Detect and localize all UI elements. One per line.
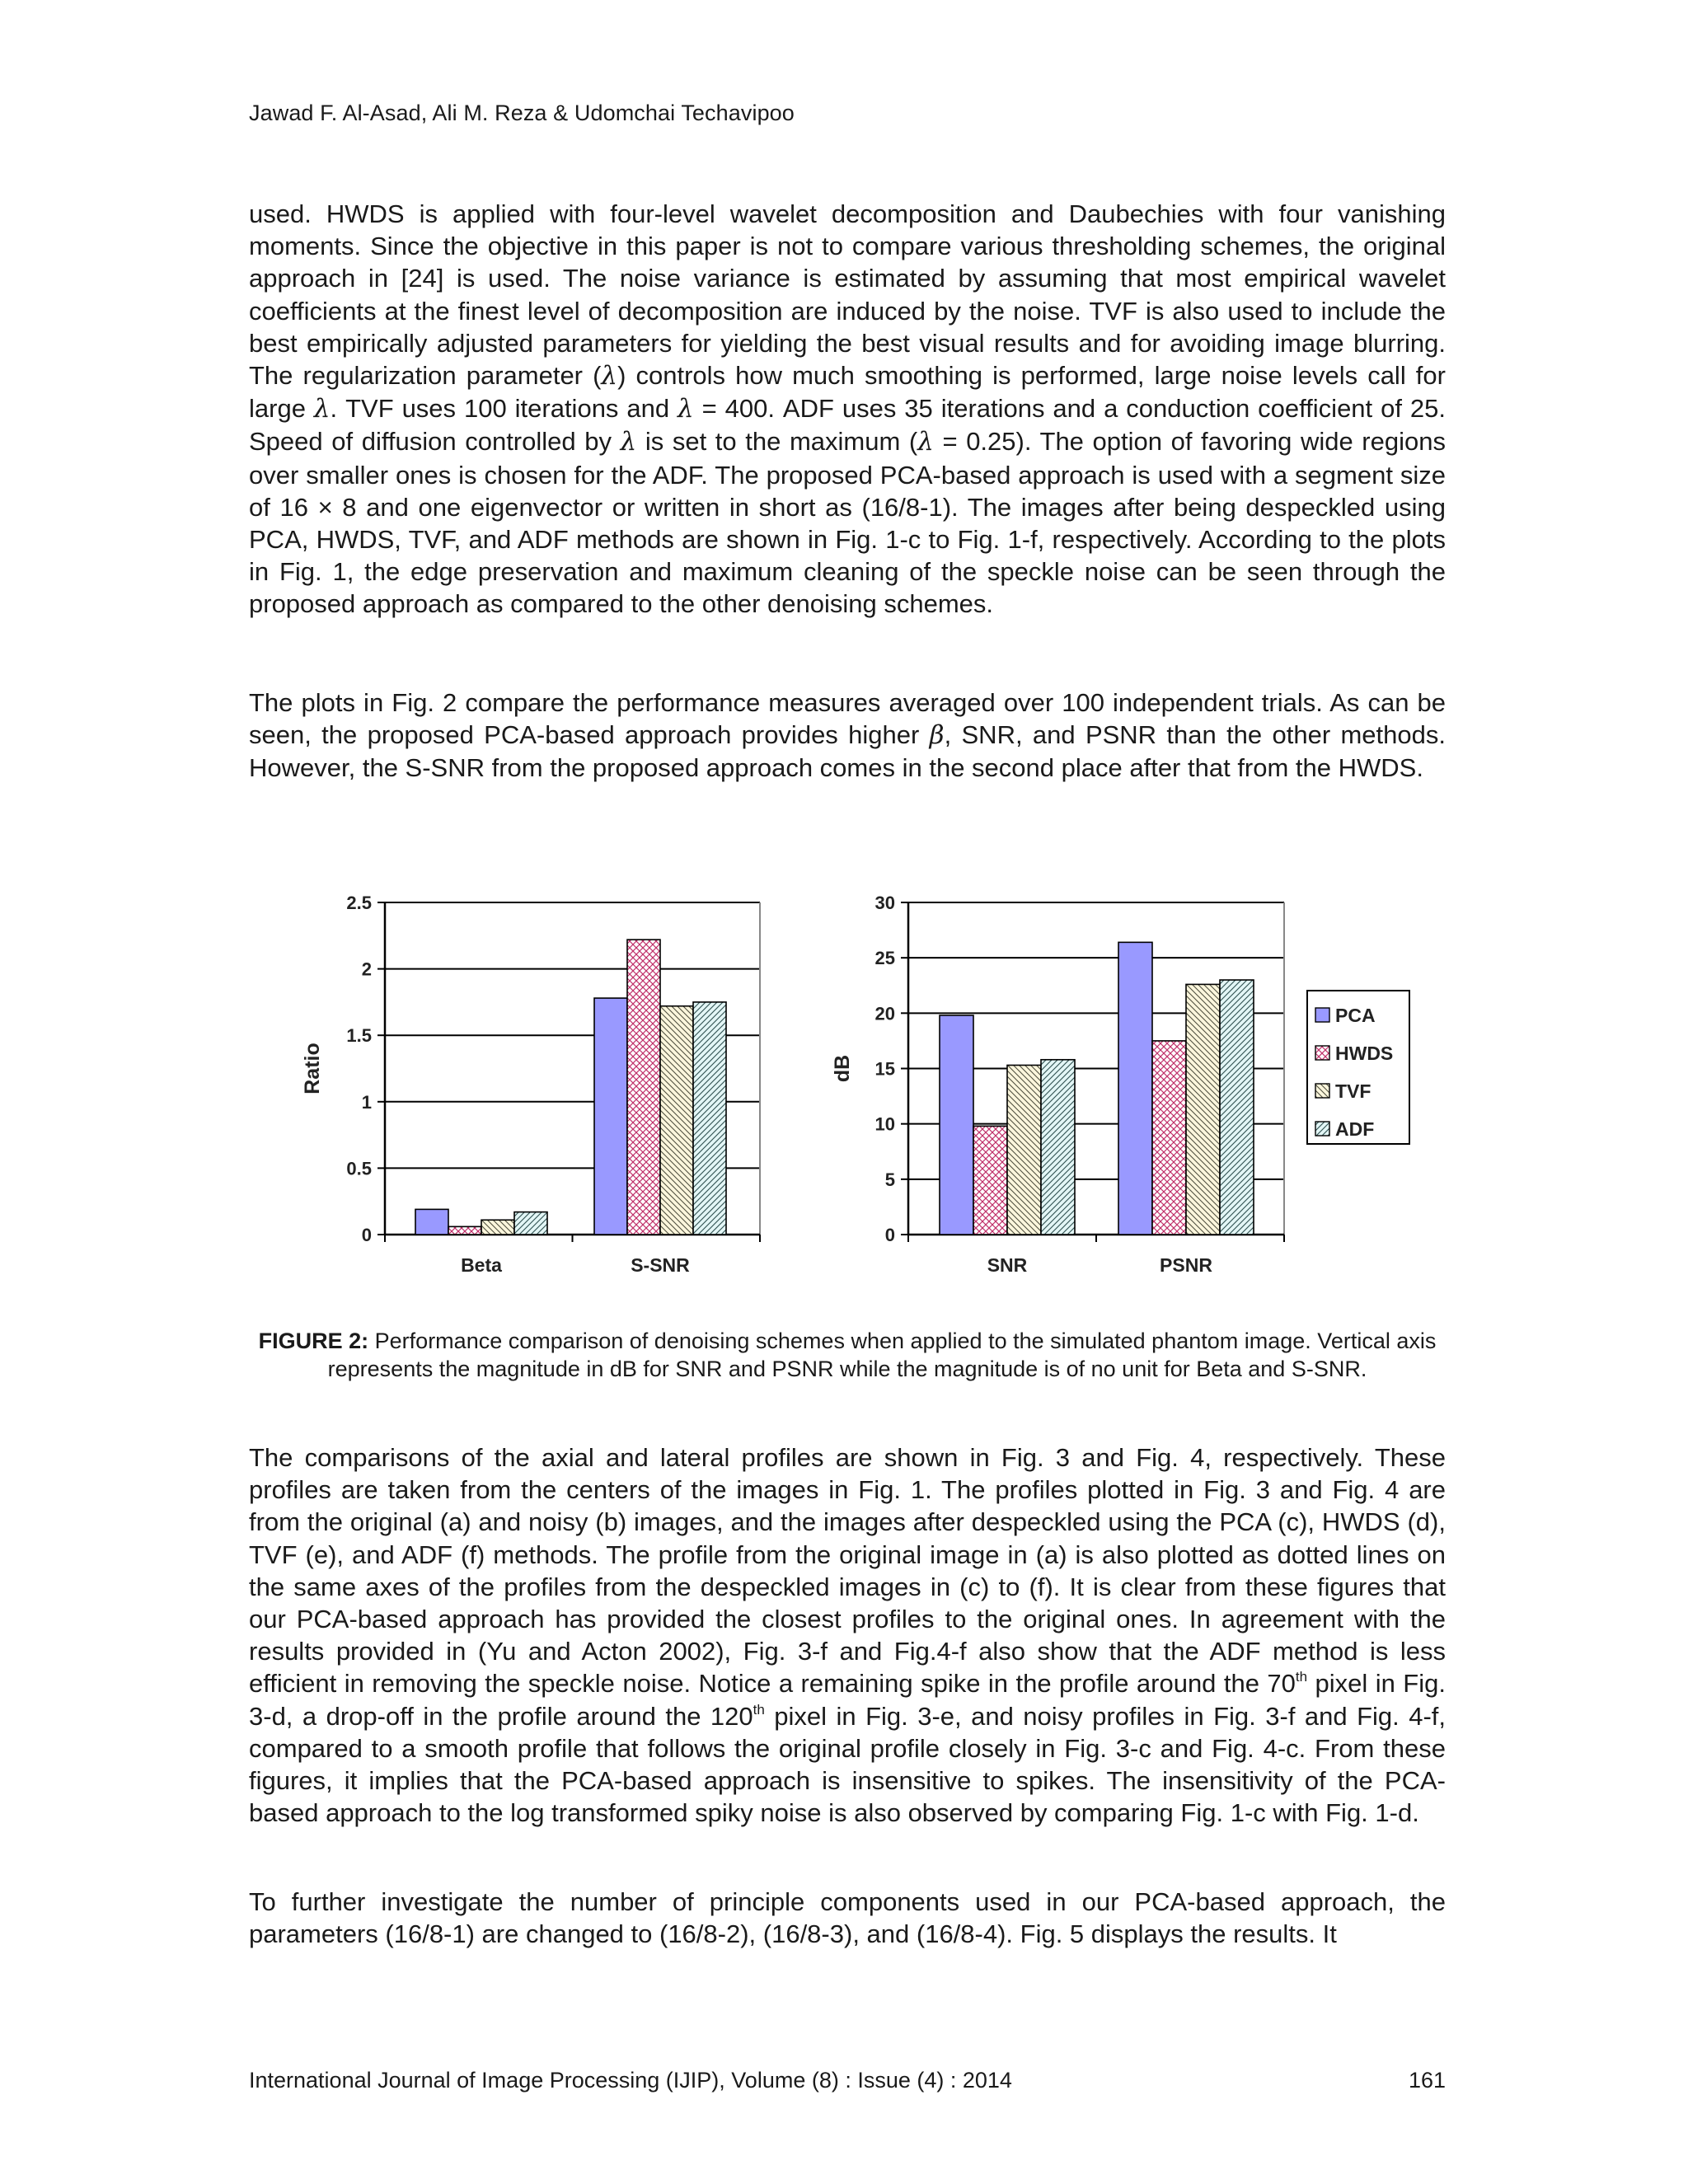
p1-text-2: ) controls how much smoothing is performed, large noise levels call for large [249, 361, 1446, 424]
y-tick-label: 2.5 [346, 893, 372, 913]
beta-symbol: β [929, 720, 945, 751]
p3-text-2: pixel in Fig. 3-d, a drop-off in the profile around the 120 [249, 1669, 1446, 1731]
p1-text-3: . TVF uses 100 iterations and [330, 394, 678, 424]
figure-2-charts [0, 865, 1688, 1310]
paragraph-2 [249, 687, 1446, 785]
legend-swatch-pca [1315, 1008, 1329, 1022]
p3-text-1: The comparisons of the axial and lateral profiles are shown in Fig. 3 and Fig. 4, respectively. These profiles are taken from the centers of the images in Fig. 1. The profiles plotted in Fig. 3 and Fig. 4 are from the original (a) and noisy (b) images, and the images after despeckled using the PCA (c), HWDS (d), TVF (e), and ADF (f) methods. The profile from the original image in (a) is also plotted as dotted lines on the same axes of the profiles from the despeckled images in (c) to (f). It is clear from these figures that our PCA-based approach has provided the closest profiles to the original ones. In agreement with the results provided in (Yu and Acton 2002), Fig. 3-f and Fig.4-f also show that the ADF method is less efficient in removing the speckle noise. Notice a remaining spike in the profile around the 70 [249, 1443, 1446, 1699]
chart-beta-ssnr [301, 893, 760, 1276]
paragraph-4 [249, 1886, 1446, 1950]
legend-label-pca: PCA [1335, 1005, 1376, 1026]
bar-hwds [627, 940, 660, 1235]
p2-text-1: The plots in Fig. 2 compare the performance measures averaged over 100 independent trials. As can be seen, the proposed PCA-based approach provides higher [249, 688, 1446, 750]
p1-text-5: is set to the maximum ( [636, 427, 918, 457]
bar-tvf [481, 1220, 514, 1235]
bar-adf [1220, 980, 1254, 1235]
lambda-symbol: λ [313, 394, 331, 424]
y-tick-label: 2 [361, 958, 372, 980]
y-tick-label: 1 [361, 1091, 372, 1113]
y-tick-label: 25 [874, 948, 895, 969]
bar-adf [1041, 1060, 1075, 1235]
bar-tvf [1007, 1065, 1041, 1235]
lambda-symbol: λ [601, 361, 618, 391]
p4-text: To further investigate the number of principle components used in our PCA-based approach, the parameters (16/8-1) are changed to (16/8-2), (16/8-3), and (16/8-4). Fig. 5 displays the results. It [249, 1887, 1446, 1949]
x-category-label: S-SNR [631, 1254, 690, 1276]
y-tick-label: 5 [884, 1169, 895, 1190]
chart-snr-psnr [831, 893, 1284, 1276]
p1-text-4: = 400. ADF uses 35 iterations and a conduction coefficient of 25. Speed of diffusion controlled by [249, 394, 1446, 457]
y-tick-label: 0.5 [346, 1158, 372, 1179]
bar-pca [594, 998, 627, 1235]
x-category-label: SNR [987, 1254, 1028, 1276]
page-number: 161 [1408, 2068, 1446, 2093]
caption-label: FIGURE 2: [258, 1329, 369, 1353]
page-footer [249, 2068, 1446, 2093]
superscript-th: th [753, 1701, 765, 1718]
bar-adf [693, 1002, 726, 1235]
paragraph-1 [249, 198, 1446, 621]
y-tick-label: 0 [361, 1225, 372, 1245]
y-axis-label: dB [831, 1054, 854, 1083]
p1-text-1: used. HWDS is applied with four-level wavelet decomposition and Daubechies with four vanishing moments. Since the objective in this paper is not to compare various thresholding schemes, the original approach in [24] is used. The noise variance is estimated by assuming that most empirical wavelet coefficients at the finest level of decomposition are induced by the noise. TVF is also used to include the best empirically adjusted parameters for yielding the best visual results and for avoiding image blurring. The regularization parameter ( [249, 199, 1446, 391]
legend-label-adf: ADF [1335, 1118, 1375, 1140]
y-tick-label: 15 [874, 1058, 895, 1080]
y-tick-label: 20 [874, 1003, 895, 1024]
running-head-authors: Jawad F. Al-Asad, Ali M. Reza & Udomchai Techavipoo [249, 101, 795, 125]
lambda-symbol: λ [620, 427, 637, 457]
x-category-label: Beta [461, 1254, 502, 1276]
bar-hwds [973, 1126, 1007, 1235]
bar-pca [940, 1015, 973, 1235]
legend-swatch-tvf [1315, 1084, 1329, 1098]
caption-text: Performance comparison of denoising schemes when applied to the simulated phantom image. Vertical axis represents the magnitude in dB for SNR and PSNR while the magnitude is of no unit for Beta and S-SNR. [327, 1329, 1437, 1381]
chart-legend [1307, 991, 1409, 1144]
figure-caption [249, 1327, 1446, 1383]
legend-swatch-hwds [1315, 1046, 1329, 1060]
y-tick-label: 10 [874, 1113, 895, 1135]
x-category-label: PSNR [1160, 1254, 1212, 1276]
p3-text-3: pixel in Fig. 3-e, and noisy profiles in Fig. 3-f and Fig. 4-f, compared to a smooth profile that follows the original profile closely in Fig. 3-c and Fig. 4-c. From these figures, it implies that the PCA-based approach is insensitive to spikes. The insensitivity of the PCA-based approach to the log transformed spiky noise is also observed by comparing Fig. 1-c with Fig. 1-d. [249, 1701, 1447, 1828]
y-tick-label: 30 [874, 893, 895, 913]
superscript-th: th [1295, 1669, 1308, 1685]
legend-swatch-adf [1315, 1122, 1329, 1136]
p1-text-6: = 0.25). The option of favoring wide regions over smaller ones is chosen for the ADF. The proposed PCA-based approach is used with a segment size of 16 × 8 and one eigenvector or written in short as (16/8-1). The images after being despeckled using PCA, HWDS, TVF, and ADF methods are shown in Fig. 1-c to Fig. 1-f, respectively. According to the plots in Fig. 1, the edge preservation and maximum cleaning of the speckle noise can be seen through the proposed approach as compared to the other denoising schemes. [249, 427, 1446, 619]
bar-adf [514, 1212, 547, 1235]
y-tick-label: 0 [884, 1225, 895, 1245]
bar-pca [415, 1209, 448, 1235]
bar-tvf [1186, 984, 1220, 1235]
bar-tvf [660, 1006, 693, 1235]
bar-hwds [1152, 1041, 1186, 1235]
legend-label-hwds: HWDS [1335, 1043, 1394, 1064]
bar-hwds [448, 1226, 481, 1235]
p2-text-2: , SNR, and PSNR than the other methods. However, the S-SNR from the proposed approach comes in the second place after that from the HWDS. [249, 720, 1446, 783]
legend-label-tvf: TVF [1335, 1080, 1372, 1102]
bar-pca [1118, 942, 1152, 1235]
lambda-symbol: λ [917, 427, 934, 457]
lambda-symbol: λ [678, 394, 694, 424]
figure-2 [0, 865, 1688, 1310]
y-axis-label: Ratio [301, 1043, 324, 1094]
footer-journal: International Journal of Image Processing (IJIP), Volume (8) : Issue (4) : 2014 [249, 2068, 1012, 2093]
paragraph-3 [249, 1441, 1446, 1829]
y-tick-label: 1.5 [346, 1025, 372, 1047]
